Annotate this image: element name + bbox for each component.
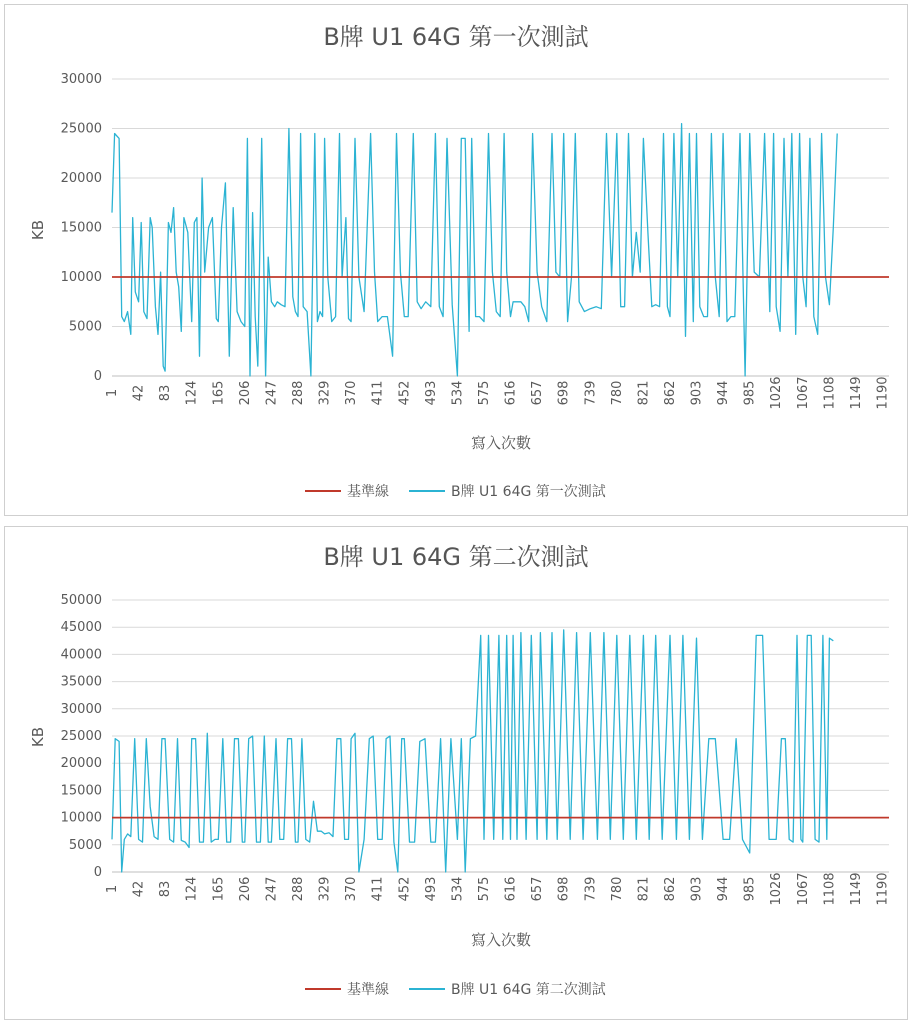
x-tick-label: 780 xyxy=(609,380,625,406)
series-line xyxy=(112,630,833,872)
x-tick-label: 985 xyxy=(742,380,758,406)
x-tick-label: 575 xyxy=(476,876,492,902)
chart-1-legend-baseline: 基準線 xyxy=(347,484,389,500)
x-tick-label: 534 xyxy=(450,876,466,902)
y-tick-label: 5000 xyxy=(68,837,102,853)
x-tick-label: 780 xyxy=(609,876,625,902)
x-tick-label: 534 xyxy=(450,380,466,406)
y-tick-label: 10000 xyxy=(60,810,102,826)
chart-2-legend-series: B牌 U1 64G 第二次測試 xyxy=(451,982,606,998)
x-tick-label: 821 xyxy=(636,380,652,406)
y-tick-label: 10000 xyxy=(60,270,102,285)
x-tick-label: 165 xyxy=(211,380,227,406)
x-tick-label: 452 xyxy=(397,876,413,902)
y-tick-label: 45000 xyxy=(60,620,102,636)
x-tick-label: 739 xyxy=(583,876,599,902)
x-tick-label: 42 xyxy=(131,880,147,898)
x-tick-label: 1026 xyxy=(769,872,785,906)
y-tick-label: 20000 xyxy=(60,756,102,772)
x-tick-label: 493 xyxy=(423,876,439,902)
chart-1-x-ticks xyxy=(105,376,891,409)
x-tick-label: 83 xyxy=(158,384,174,402)
x-tick-label: 616 xyxy=(503,380,519,406)
x-tick-label: 452 xyxy=(397,380,413,406)
x-tick-label: 370 xyxy=(344,876,360,902)
x-tick-label: 862 xyxy=(662,876,678,902)
x-tick-label: 329 xyxy=(317,876,333,902)
x-tick-label: 657 xyxy=(530,380,546,406)
y-tick-label: 15000 xyxy=(60,220,102,236)
y-tick-label: 35000 xyxy=(60,674,102,690)
x-tick-label: 616 xyxy=(503,876,519,902)
x-tick-label: 862 xyxy=(662,380,678,406)
chart-2-svg xyxy=(5,527,907,1019)
chart-1-title: B牌 U1 64G 第一次測試 xyxy=(323,23,589,51)
chart-1-svg xyxy=(5,5,907,515)
chart-panel-2 xyxy=(4,526,908,1020)
chart-2-x-axis-label: 寫入次數 xyxy=(470,931,532,949)
chart-2-y-ticks xyxy=(61,593,102,880)
x-tick-label: 698 xyxy=(556,876,572,902)
y-tick-label: 40000 xyxy=(60,647,102,663)
y-tick-label: 15000 xyxy=(60,783,102,799)
x-tick-label: 1067 xyxy=(795,376,811,410)
x-tick-label: 165 xyxy=(211,876,227,902)
x-tick-label: 42 xyxy=(131,384,147,402)
x-tick-label: 944 xyxy=(716,876,732,902)
y-tick-label: 50000 xyxy=(60,593,102,608)
x-tick-label: 247 xyxy=(264,876,280,902)
x-tick-label: 206 xyxy=(237,876,253,902)
x-tick-label: 1149 xyxy=(848,376,864,410)
x-tick-label: 288 xyxy=(290,380,306,406)
x-tick-label: 1 xyxy=(105,884,120,894)
chart-1-series xyxy=(112,124,889,376)
y-tick-label: 5000 xyxy=(68,319,102,335)
chart-1-y-ticks xyxy=(61,72,102,384)
x-tick-label: 575 xyxy=(476,380,492,406)
y-tick-label: 30000 xyxy=(60,72,102,87)
chart-2-series xyxy=(112,630,889,872)
chart-1-x-axis-label: 寫入次數 xyxy=(470,434,532,452)
x-tick-label: 903 xyxy=(689,380,705,406)
x-tick-label: 83 xyxy=(158,880,174,898)
x-tick-label: 124 xyxy=(184,380,200,406)
chart-1-y-axis-label: KB xyxy=(29,219,47,241)
x-tick-label: 124 xyxy=(184,876,200,902)
x-tick-label: 1 xyxy=(105,388,120,398)
chart-1-legend-series: B牌 U1 64G 第一次測試 xyxy=(451,484,606,500)
x-tick-label: 657 xyxy=(530,876,546,902)
x-tick-label: 821 xyxy=(636,876,652,902)
x-tick-label: 1108 xyxy=(822,376,838,410)
x-tick-label: 903 xyxy=(689,876,705,902)
x-tick-label: 944 xyxy=(716,380,732,406)
chart-2-legend xyxy=(305,981,606,998)
y-tick-label: 0 xyxy=(93,369,102,384)
x-tick-label: 370 xyxy=(344,380,360,406)
x-tick-label: 411 xyxy=(370,876,386,902)
x-tick-label: 247 xyxy=(264,380,280,406)
x-tick-label: 1190 xyxy=(875,872,891,906)
chart-panel-1 xyxy=(4,4,908,516)
y-tick-label: 0 xyxy=(93,865,102,880)
x-tick-label: 1149 xyxy=(848,872,864,906)
chart-2-y-axis-label: KB xyxy=(29,726,47,748)
x-tick-label: 985 xyxy=(742,876,758,902)
x-tick-label: 329 xyxy=(317,380,333,406)
chart-2-x-ticks xyxy=(105,872,891,905)
y-tick-label: 25000 xyxy=(60,729,102,744)
x-tick-label: 493 xyxy=(423,380,439,406)
x-tick-label: 206 xyxy=(237,380,253,406)
chart-2-legend-baseline: 基準線 xyxy=(347,982,389,998)
x-tick-label: 698 xyxy=(556,380,572,406)
x-tick-label: 1190 xyxy=(875,376,891,410)
y-tick-label: 20000 xyxy=(60,171,102,186)
y-tick-label: 30000 xyxy=(60,701,102,717)
x-tick-label: 739 xyxy=(583,380,599,406)
chart-1-legend xyxy=(305,483,606,500)
x-tick-label: 411 xyxy=(370,380,386,406)
series-line xyxy=(112,124,837,376)
x-tick-label: 1026 xyxy=(769,376,785,410)
x-tick-label: 1108 xyxy=(822,872,838,906)
y-tick-label: 25000 xyxy=(60,121,102,137)
chart-2-title: B牌 U1 64G 第二次測試 xyxy=(323,543,589,571)
x-tick-label: 288 xyxy=(290,876,306,902)
x-tick-label: 1067 xyxy=(795,872,811,906)
